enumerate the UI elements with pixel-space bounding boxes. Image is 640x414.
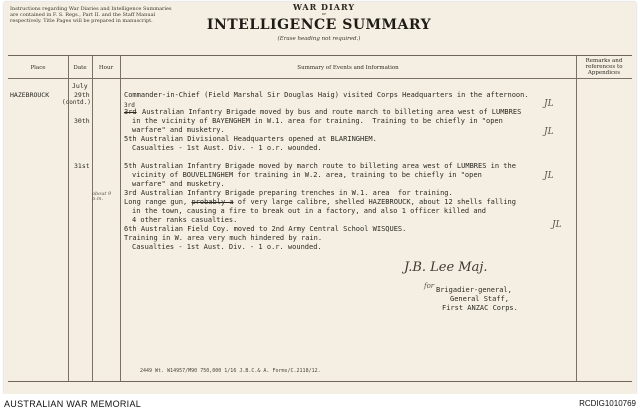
initials-mark-31b: JL [552,220,562,230]
margin-hour-note: about 9 p.m. [92,191,112,202]
summary-line-31d: 3rd Australian Infantry Brigade preparing trenches in W.1. area for training. [124,189,453,197]
summary-line-31b: vicinity of BOUVELINGHEM for training in W.2. area, training to be chiefly in "open [132,171,482,179]
month-entry: July [72,82,88,90]
column-divider [576,56,577,381]
summary-line-31a: 5th Australian Infantry Brigade moved by march route to billeting area west of LUMBRES in the [124,162,516,170]
summary-line-30e: Casualties - 1st Aust. Div. - 1 o.r. wounded. [132,144,322,152]
summary-line-31g: 4 other ranks casualties. [132,216,238,224]
diary-sheet [4,2,636,394]
column-header-summary: Summary of Events and Information [297,65,399,71]
footer-institution: AUSTRALIAN WAR MEMORIAL [4,399,142,409]
summary-line-30c: warfare" and musketry. [132,126,225,134]
summary-line-31c: warfare" and musketry. [132,180,225,188]
summary-inserted-3rd: 3rd [124,102,135,109]
war-diary-heading: WAR DIARY [292,2,356,12]
column-divider [92,56,93,381]
summary-line-31e-a: Long range gun, [124,198,192,206]
summary-line-31e [124,198,516,207]
summary-line-31h: 6th Australian Field Coy. moved to 2nd Army Central School WISQUES. [124,225,407,233]
handwritten-signature: J.B. Lee Maj. [404,260,488,275]
footer-record-id: RCDIG1010769 [579,399,636,408]
signature-for: for [424,282,435,290]
contd-entry: (contd.) [62,99,91,106]
initials-mark-29: JL [544,99,554,109]
header-divider [8,78,632,79]
or-text: or [321,11,327,16]
signature-rank: Brigadier-general, [436,286,512,294]
column-header-remarks: Remarks and references to Appendices [585,58,623,76]
summary-struck-probably: probably a [191,198,234,206]
print-stamp: 2449 Wt. W14957/M90 750,000 1/16 J.B.C.& A. Forms/C.2118/12. [140,368,321,374]
initials-mark-31a: JL [544,171,554,181]
column-header-hour: Hour [98,65,114,71]
summary-line-31i: Training in W. area very much hindered by rain. [124,234,323,242]
instructions-note: Instructions regarding War Diaries and Intelligence Summaries are contained in F. S. Regs., Part II. and the Staff Manual respectively. Title Pages will be prepared in manuscript. [10,6,172,24]
summary-line-29: Commander-in-Chief (Field Marshal Sir Douglas Haig) visited Corps Headquarters in the afternoon. [124,91,529,99]
summary-line-30b: in the vicinity of BAYENGHEM in W.1. area for training. Training to be chiefly in "open [132,117,503,125]
summary-struck-3rd: 3rd [124,108,137,116]
signature-staff: General Staff, [450,295,510,303]
column-divider [120,56,121,381]
date-30: 30th [74,117,90,125]
page-subtitle: (Erase heading not required.) [277,36,361,42]
summary-line-31e-b: of very large calibre, shelled HAZEBROUCK, about 12 shells falling [233,198,516,206]
summary-line-31f: in the town, causing a fire to break out in a factory, and also 1 officer killed and [132,207,487,215]
archive-footer [0,394,640,414]
summary-line-30a: Australian Infantry Brigade moved by bus and route march to billeting area west of LUMBRES [142,108,522,116]
date-29: 29th [74,91,90,99]
column-header-place: Place [30,65,46,71]
place-entry: HAZEBROUCK [10,91,50,99]
page-title: INTELLIGENCE SUMMARY [206,17,432,33]
summary-line-30d: 5th Australian Divisional Headquarters opened at BLARINGHEM. [124,135,377,143]
column-header-date: Date [73,65,87,71]
summary-line-31j: Casualties - 1st Aust. Div. - 1 o.r. wounded. [132,243,322,251]
signature-corps: First ANZAC Corps. [442,304,518,312]
diary-table [8,55,632,382]
initials-mark-30: JL [544,127,554,137]
date-31: 31st [74,162,90,170]
